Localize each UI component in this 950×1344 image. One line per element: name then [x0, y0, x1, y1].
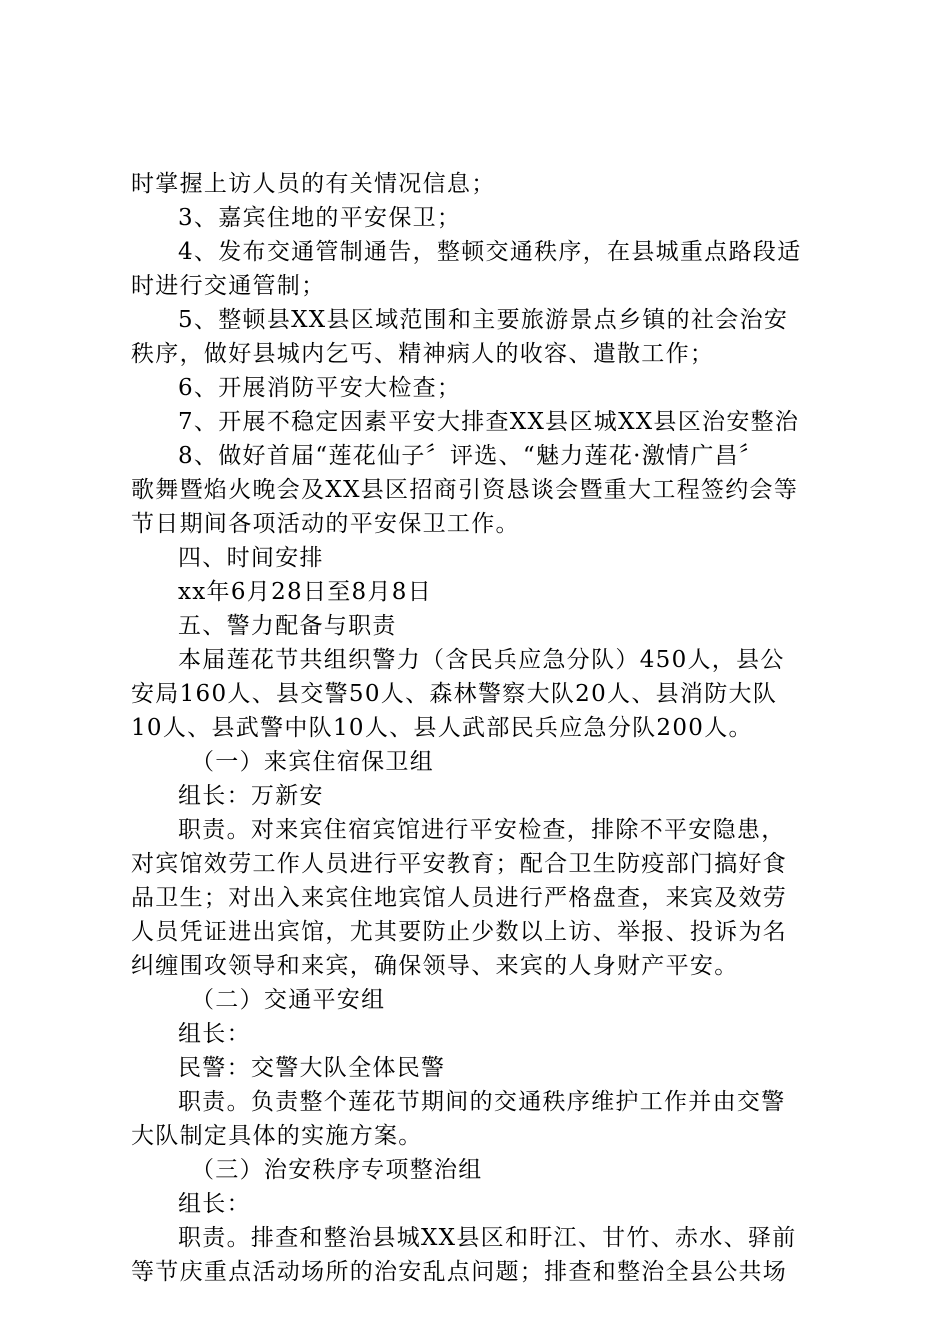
text-line: 10人、县武警中队10人、县人武部民兵应急分队200人。	[131, 715, 753, 741]
text-line: 对宾馆效劳工作人员进行平安教育；配合卫生防疫部门搞好食	[131, 851, 788, 877]
group-heading: （三）治安秩序专项整治组	[191, 1157, 483, 1183]
text-line: 时掌握上访人员的有关情况信息；	[131, 171, 496, 197]
section-heading: 四、时间安排	[178, 545, 324, 571]
text-line: 品卫生；对出入来宾住地宾馆人员进行严格盘查，来宾及效劳	[131, 885, 788, 911]
text-line: 安局160人、县交警50人、森林警察大队20人、县消防大队	[131, 681, 778, 707]
group-heading: （二）交通平安组	[191, 987, 386, 1013]
text-line: 歌舞暨焰火晚会及XX县区招商引资恳谈会暨重大工程签约会等	[131, 477, 799, 503]
text-line: 等节庆重点活动场所的治安乱点问题；排查和整治全县公共场	[131, 1259, 788, 1285]
text-line: 职责。排查和整治县城XX县区和盱江、甘竹、赤水、驿前	[178, 1225, 797, 1251]
document-page	[131, 167, 831, 1289]
text-line: 6、开展消防平安大检查；	[178, 375, 462, 401]
text-line: 5、整顿县XX县区域范围和主要旅游景点乡镇的社会治安	[178, 307, 789, 333]
section-heading: 五、警力配备与职责	[178, 613, 397, 639]
text-line: 职责。对来宾住宿宾馆进行平安检查，排除不平安隐患，	[178, 817, 786, 843]
text-line: 4、发布交通管制通告，整顿交通秩序，在县城重点路段适	[178, 239, 802, 265]
text-line: 组长：	[178, 1021, 251, 1047]
text-line: 7、开展不稳定因素平安大排查XX县区城XX县区治安整治	[178, 409, 800, 435]
text-line: 本届莲花节共组织警力（含民兵应急分队）450人，县公	[178, 647, 785, 673]
text-line: 民警：交警大队全体民警	[178, 1055, 446, 1081]
text-line: 大队制定具体的实施方案。	[131, 1123, 423, 1149]
text-line: 节日期间各项活动的平安保卫工作。	[131, 511, 520, 537]
text-line: 人员凭证进出宾馆，尤其要防止少数以上访、举报、投诉为名	[131, 919, 788, 945]
text-line: 8、做好首届“莲花仙子〞评选、“魅力莲花·激情广昌〞	[178, 443, 764, 469]
group-heading: （一）来宾住宿保卫组	[191, 749, 434, 775]
text-line: 3、嘉宾住地的平安保卫；	[178, 205, 462, 231]
text-line: 纠缠围攻领导和来宾，确保领导、来宾的人身财产平安。	[131, 953, 739, 979]
text-line: 组长：万新安	[178, 783, 324, 809]
text-line: 职责。负责整个莲花节期间的交通秩序维护工作并由交警	[178, 1089, 786, 1115]
text-line: 时进行交通管制；	[131, 273, 326, 299]
date-range: xx年6月28日至8月8日	[178, 579, 433, 605]
text-line: 组长：	[178, 1191, 251, 1217]
text-line: 秩序，做好县城内乞丐、精神病人的收容、遣散工作；	[131, 341, 715, 367]
